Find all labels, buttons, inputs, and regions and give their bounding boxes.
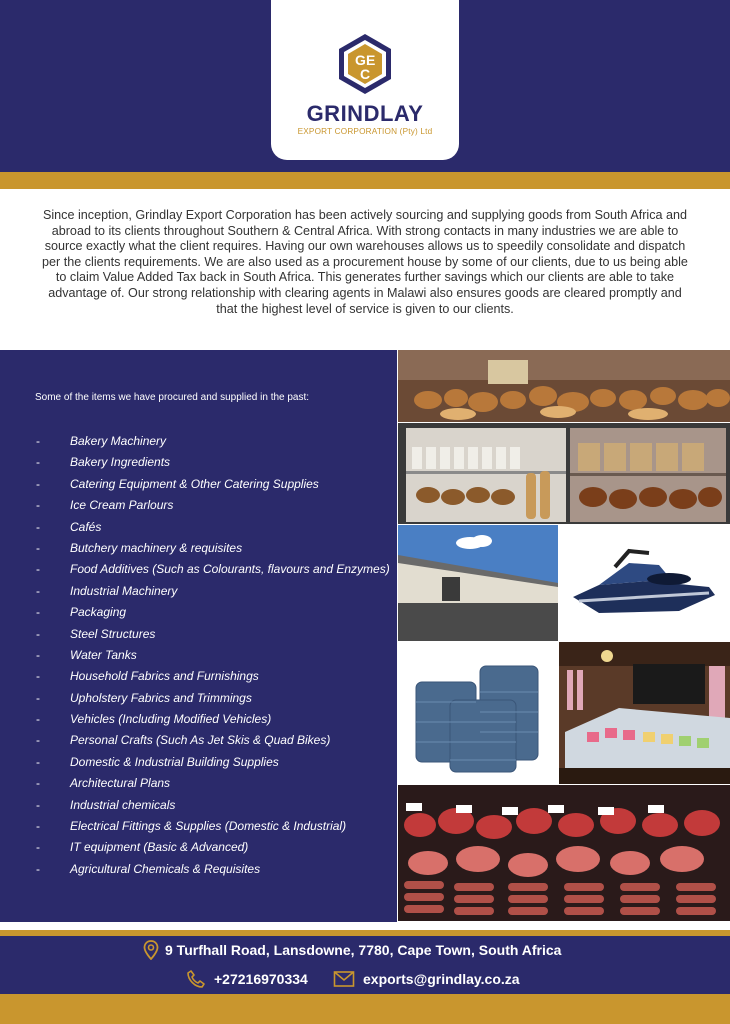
footer-email[interactable] bbox=[333, 968, 520, 990]
footer-address bbox=[143, 939, 561, 961]
list-item: - Upholstery Fabrics and Trimmings bbox=[36, 690, 252, 705]
svg-text:C: C bbox=[360, 66, 371, 82]
list-item: - Bakery Machinery bbox=[36, 434, 167, 448]
list-item: - Vehicles (Including Modified Vehicles) bbox=[36, 712, 272, 727]
brand-name: GRINDLAY bbox=[306, 101, 424, 126]
list-item: - Packaging bbox=[36, 605, 127, 620]
list-item: - Catering Equipment & Other Catering Supplies bbox=[36, 476, 319, 491]
phone-number[interactable]: +27216970334 bbox=[214, 971, 308, 987]
svg-text:E: E bbox=[366, 52, 376, 68]
list-item: - IT equipment (Basic & Advanced) bbox=[36, 840, 249, 855]
footer-gold-band bbox=[0, 994, 730, 1024]
email-address[interactable]: exports@grindlay.co.za bbox=[363, 971, 520, 987]
location-pin-icon bbox=[143, 940, 159, 960]
svg-text:G: G bbox=[355, 52, 366, 68]
logo-card bbox=[271, 0, 459, 160]
list-item: - Food Additives (Such as Colourants, flavours and Enzymes) bbox=[36, 562, 390, 577]
items-heading: Some of the items we have procured and supplied in the past: bbox=[35, 392, 310, 403]
list-item: - Cafés bbox=[36, 519, 102, 534]
water-tanks-photo bbox=[398, 642, 558, 784]
brand-subtitle: EXPORT CORPORATION (Pty) Ltd bbox=[297, 127, 433, 136]
list-item: - Domestic & Industrial Building Supplies bbox=[36, 754, 279, 769]
items-list bbox=[0, 432, 397, 881]
bakery-shelves-photo bbox=[398, 423, 730, 524]
header-gold-stripe bbox=[0, 172, 730, 189]
list-item: - Agricultural Chemicals & Requisites bbox=[36, 861, 261, 876]
list-item: - Personal Crafts (Such As Jet Skis & Quad Bikes) bbox=[36, 733, 331, 748]
warehouse-photo bbox=[398, 525, 558, 641]
list-item: - Industrial Machinery bbox=[36, 583, 178, 598]
intro-paragraph: Since inception, Grindlay Export Corporation has been actively sourcing and supplying goods from South Africa and abroad to its clients throughout Southern & Central Africa. With strong contacts in many industries we are able to source exactly what the client requires. Having our own warehouses allows us to speedily consolidate and dispatch per the clients requirements. We are also used as a procurement house by some of our clients, due to us being able to claim Value Added Tax back in South Africa. This generates further savings which our clients are able to take advantage of. Our strong relationship with clearing agents in Malawi also ensures goods are cleared promptly and that the highest level of service is given to our clients. bbox=[42, 208, 688, 316]
phone-icon bbox=[186, 969, 206, 989]
jet-ski-photo bbox=[559, 525, 730, 641]
butchery-meat-display-photo bbox=[398, 785, 730, 921]
list-item: - Architectural Plans bbox=[36, 776, 171, 791]
footer-white-strip bbox=[0, 922, 730, 930]
gec-monogram-icon bbox=[333, 32, 397, 96]
list-item: - Butchery machinery & requisites bbox=[36, 540, 243, 555]
list-item: - Industrial chemicals bbox=[36, 797, 176, 812]
list-item: - Household Fabrics and Furnishings bbox=[36, 669, 259, 684]
footer-phone[interactable] bbox=[186, 968, 308, 990]
ice-cream-parlour-photo bbox=[559, 642, 730, 784]
list-item: - Ice Cream Parlours bbox=[36, 498, 174, 513]
list-item: - Bakery Ingredients bbox=[36, 455, 171, 470]
list-item: - Water Tanks bbox=[36, 647, 137, 662]
list-item: - Electrical Fittings & Supplies (Domestic & Industrial) bbox=[36, 819, 347, 834]
bakery-bread-display-photo bbox=[398, 350, 730, 422]
envelope-icon bbox=[333, 970, 355, 988]
list-item: - Steel Structures bbox=[36, 626, 156, 641]
address-text: 9 Turfhall Road, Lansdowne, 7780, Cape Town, South Africa bbox=[165, 942, 562, 958]
